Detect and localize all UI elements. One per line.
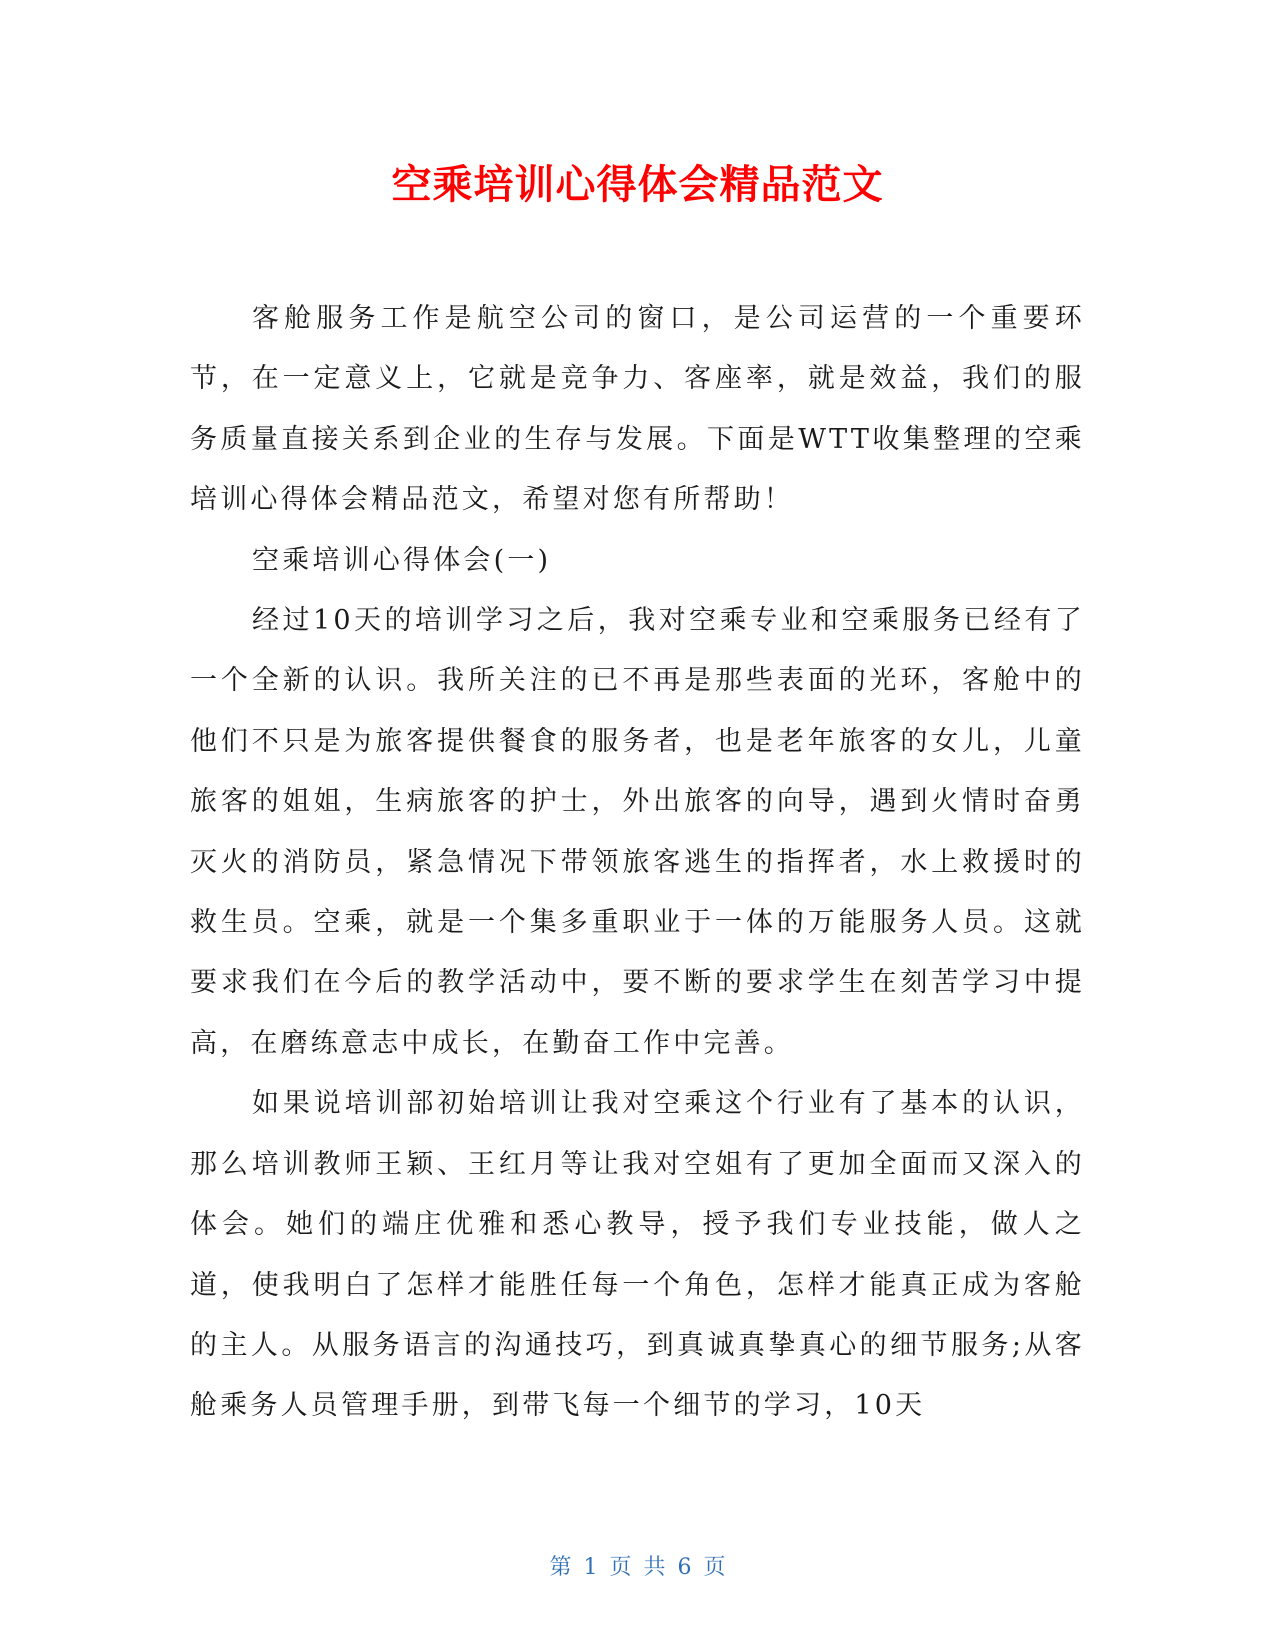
page-footer bbox=[0, 1553, 1275, 1583]
footer-page-label: 第 bbox=[549, 1555, 572, 1580]
footer-of-label: 页 bbox=[609, 1555, 632, 1580]
paragraph-intro: 客舱服务工作是航空公司的窗口，是公司运营的一个重要环节，在一定意义上，它就是竞争力、客座率，就是效益，我们的服务质量直接关系到企业的生存与发展。下面是WTT收集整理的空乘培训心得体会精品范文，希望对您有所帮助！ bbox=[190, 303, 1085, 516]
footer-current-page: 1 bbox=[583, 1555, 598, 1580]
document-title: 空乘培训心得体会精品范文 bbox=[391, 162, 884, 208]
footer-total-label: 共 bbox=[643, 1555, 666, 1580]
footer-total-pages: 6 bbox=[677, 1555, 692, 1580]
paragraph-body-2: 如果说培训部初始培训让我对空乘这个行业有了基本的认识，那么培训教师王颖、王红月等让我对空姐有了更加全面而又深入的体会。她们的端庄优雅和悉心教导，授予我们专业技能，做人之道，使我明白了怎样才能胜任每一个角色，怎样才能真正成为客舱的主人。从服务语言的沟通技巧，到真诚真挚真心的细节服务;从客舱乘务人员管理手册，到带飞每一个细节的学习，10天 bbox=[190, 1088, 1085, 1422]
section-heading: 空乘培训心得体会(一) bbox=[252, 544, 552, 576]
document-body bbox=[190, 289, 1085, 1437]
paragraph-body-1: 经过10天的培训学习之后，我对空乘专业和空乘服务已经有了一个全新的认识。我所关注的已不再是那些表面的光环，客舱中的他们不只是为旅客提供餐食的服务者，也是老年旅客的女儿，儿童旅客的姐姐，生病旅客的护士，外出旅客的向导，遇到火情时奋勇灭火的消防员，紧急情况下带领旅客逃生的指挥者，水上救援时的救生员。空乘，就是一个集多重职业于一体的万能服务人员。这就要求我们在今后的教学活动中，要不断的要求学生在刻苦学习中提高，在磨练意志中成长，在勤奋工作中完善。 bbox=[190, 605, 1085, 1059]
footer-end-label: 页 bbox=[703, 1555, 726, 1580]
